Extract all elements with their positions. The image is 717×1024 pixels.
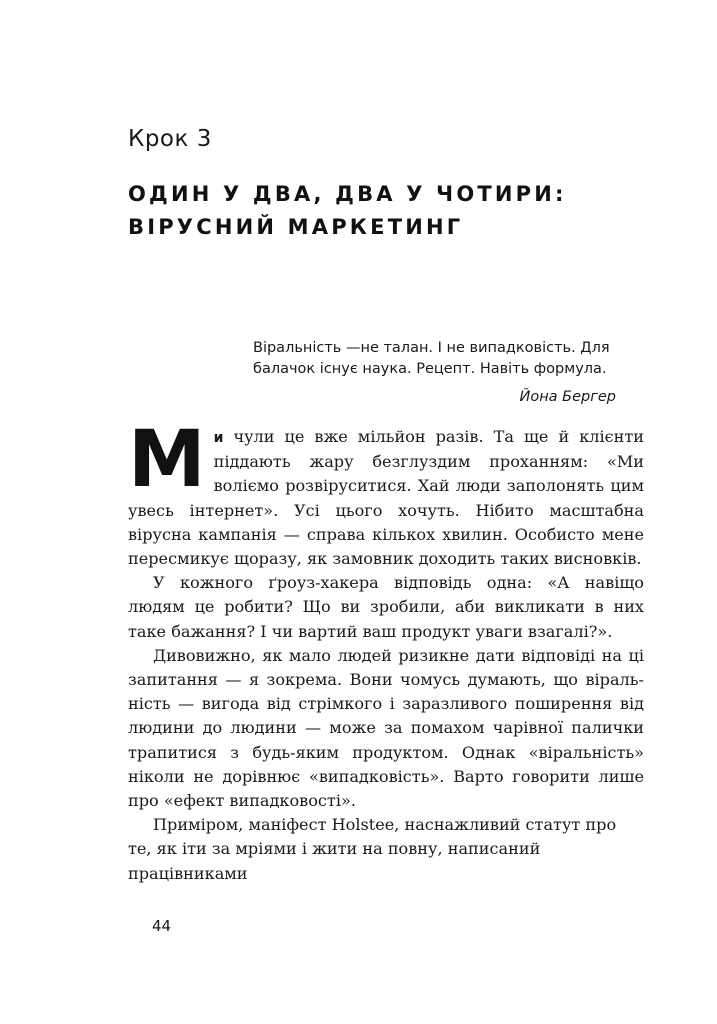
paragraph (128, 415, 644, 571)
paragraph-text: чули це вже мільйон разів. Та ще й клієнти піддають жару безглуздим проханням: «Ми воліємо розвіруситися. Хай люди заполонять цим увесь інтернет». Усі цього хочуть. Нібито масштабна вірусна кампанія — справа кількох хвилин. Особисто мене пересмикує щоразу, як замовник доходить таких висновків. (128, 427, 644, 569)
epigraph-author: Йона Бергер (519, 389, 616, 405)
page-number: 44 (152, 917, 172, 935)
paragraph: Приміром, маніфест Holstee, наснажливий статут про те, як іти за мріями і жити на повну, написаний працівниками (128, 815, 617, 883)
paragraph: У кожного ґроуз-хакера відповідь одна: «А навіщо людям це робити? Що ви зробили, аби викликати в них таке бажання? І чи вартий ваш продукт уваги взагалі?». (128, 573, 644, 641)
chapter-step-label: Крок 3 (128, 126, 212, 152)
paragraph-lead-in: и (213, 430, 224, 446)
chapter-title-line-1: ОДИН У ДВА, ДВА У ЧОТИРИ: (128, 182, 567, 206)
body-text (128, 415, 644, 886)
epigraph-quote: Віральність —не талан. І не випадковість. Для балачок існує наука. Рецепт. Навіть формула. (253, 340, 610, 377)
chapter-title (128, 178, 567, 244)
drop-cap: М (128, 415, 206, 505)
chapter-title-line-2: ВІРУСНИЙ МАРКЕТИНГ (128, 215, 464, 239)
paragraph: Дивовижно, як мало людей ризикне дати відповіді на ці запитання — я зокрема. Вони чомусь думають, що віральність — вигода від стрімкого і заразливого поширення від людини до людини — може за помахом чарівної палички трапитися з будь-яким продуктом. Однак «віральність» ніколи не дорівнює «випадковість». Варто говорити лише про «ефект випадковості». (128, 645, 644, 811)
